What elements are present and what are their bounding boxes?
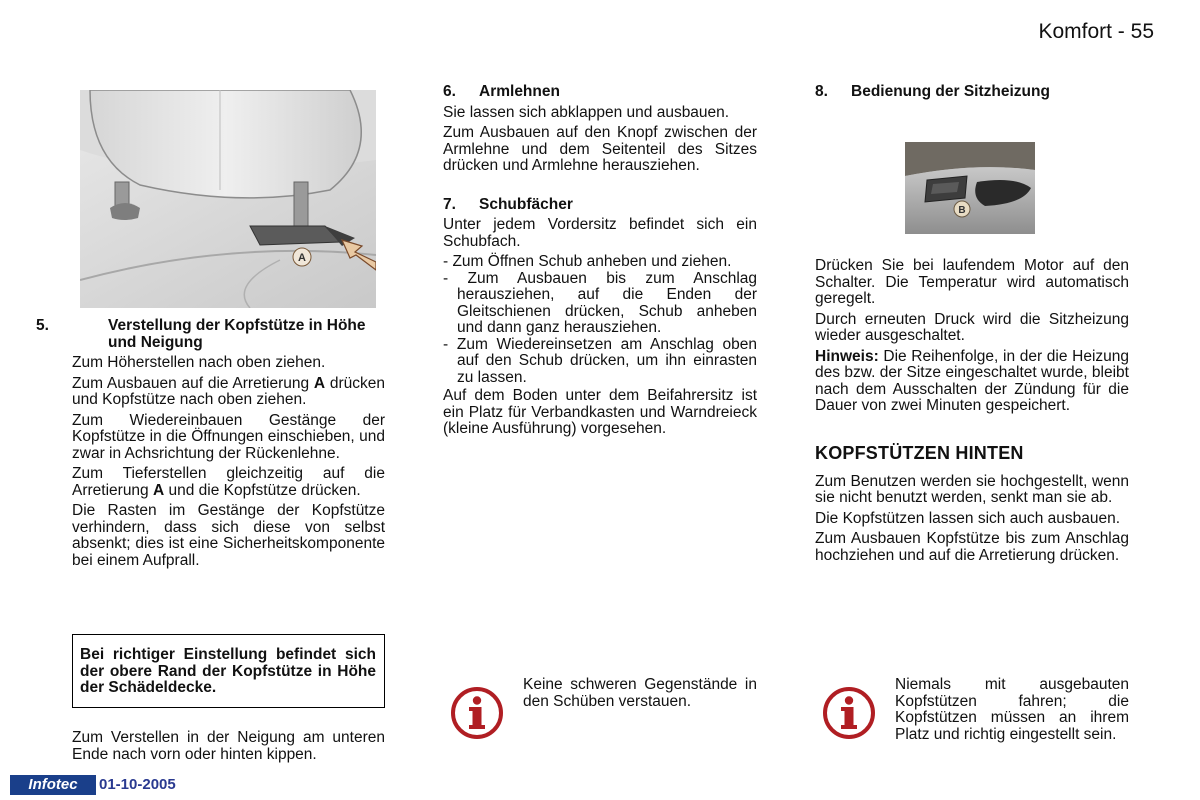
- info-icon: [449, 685, 505, 741]
- paragraph: Zum Verstellen in der Neigung am unteren Ende nach vorn oder hinten kippen.: [72, 729, 385, 763]
- column-3: [815, 258, 1129, 568]
- column-3-top: [815, 84, 1129, 105]
- list-item: - Zum Ausbauen bis zum Anschlag herausziehen, auf die Enden der Gleitschienen drücken, Schub anheben und dann ganz herausziehen.: [443, 269, 757, 336]
- paragraph: Die Kopfstützen lassen sich auch ausbauen.: [815, 509, 1121, 527]
- drawer-list: [443, 254, 757, 386]
- label-b: B: [958, 205, 966, 216]
- list-item: - Zum Wiedereinsetzen am Anschlag oben auf den Schub drücken, um ihn einrasten zu lassen.: [443, 335, 757, 386]
- paragraph: Zum Ausbauen Kopfstütze bis zum Anschlag hochziehen und auf die Arretierung drücken.: [815, 530, 1129, 564]
- heading-7: 7. Schubfächer: [443, 195, 573, 213]
- infotec-logo: Infotec: [10, 775, 96, 795]
- paragraph: Unter jedem Vordersitz befindet sich ein Schubfach.: [443, 216, 757, 250]
- label-a: A: [298, 252, 306, 264]
- info-note: Niemals mit ausgebauten Kopfstützen fahren; die Kopfstützen müssen an ihrem Platz und richtig eingestellt sein.: [895, 676, 1129, 743]
- section-title: KOPFSTÜTZEN HINTEN: [815, 442, 1024, 463]
- paragraph: Zum Benutzen werden sie hochgestellt, wenn sie nicht benutzt werden, senkt man sie ab.: [815, 472, 1129, 506]
- paragraph: Zum Ausbauen auf den Knopf zwischen der Armlehne und dem Seitenteil des Sitzes drücken und Armlehne herausziehen.: [443, 124, 757, 174]
- paragraph: Zum Wiedereinbauen Gestänge der Kopfstütze in die Öffnungen einschieben, und zwar in Achsrichtung der Rückenlehne.: [72, 411, 385, 462]
- heading-8: 8. Bedienung der Sitzheizung: [815, 83, 1050, 100]
- paragraph: Drücken Sie bei laufendem Motor auf den Schalter. Die Temperatur wird automatisch geregelt.: [815, 257, 1129, 307]
- paragraph: Zum Tieferstellen gleichzeitig auf die Arretierung A und die Kopfstütze drücken.: [72, 465, 385, 499]
- list-item: - Zum Öffnen Schub anheben und ziehen.: [443, 253, 732, 270]
- paragraph: Durch erneuten Druck wird die Sitzheizung wieder ausgeschaltet.: [815, 310, 1129, 344]
- column-1-bottom: [72, 730, 385, 767]
- paragraph: Zum Höherstellen nach oben ziehen.: [72, 354, 326, 371]
- footer-date: 01-10-2005: [99, 776, 176, 793]
- note-box: Bei richtiger Einstellung befindet sich der obere Rand der Kopfstütze in Höhe der Schädeldecke.: [72, 634, 385, 708]
- paragraph: Sie lassen sich abklappen und ausbauen.: [443, 103, 730, 121]
- info-icon: [821, 685, 877, 741]
- paragraph: Auf dem Boden unter dem Beifahrersitz ist ein Platz für Verbandkasten und Warndreieck (kleine Ausführung) vorgesehen.: [443, 387, 757, 437]
- paragraph: Hinweis: Die Reihenfolge, in der die Heizung des bzw. der Sitze eingeschaltet wurde, bleibt nach dem Ausschalten der Zündung für die Dauer von zwei Minuten gespeichert.: [815, 347, 1129, 414]
- heading-6: 6. Armlehnen: [443, 83, 560, 100]
- column-2: [443, 84, 757, 442]
- heading-5: 5. Verstellung der Kopfstütze in Höhe und Neigung: [36, 317, 366, 351]
- column-1: [36, 317, 385, 573]
- page-title: Komfort - 55: [1038, 20, 1154, 43]
- seat-heater-illustration: [905, 142, 1035, 234]
- paragraph: Zum Ausbauen auf die Arretierung A drücken und Kopfstütze nach oben ziehen.: [72, 374, 385, 408]
- headrest-illustration: [80, 90, 376, 308]
- info-note: Keine schweren Gegenstände in den Schüben verstauen.: [523, 676, 757, 710]
- paragraph: Die Rasten im Gestänge der Kopfstütze verhindern, dass sich diese von selbst absenkt; dies ist eine Sicherheitskomponente bei einem Aufprall.: [72, 502, 385, 569]
